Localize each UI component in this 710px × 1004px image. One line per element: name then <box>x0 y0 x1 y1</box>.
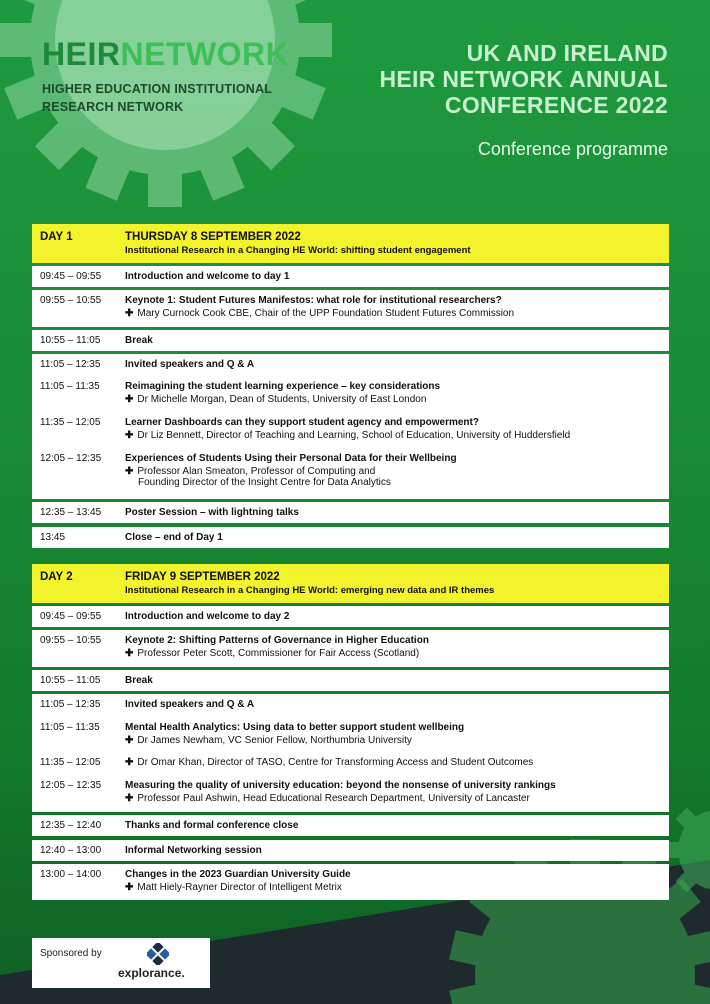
row-time: 09:55 – 10:55 <box>40 295 102 306</box>
day1-row-keynote <box>32 290 669 327</box>
talk-content <box>125 453 663 488</box>
row-content <box>125 635 663 659</box>
logo-sub-line2: RESEARCH NETWORK <box>42 100 184 114</box>
row-title: Invited speakers and Q & A <box>125 359 255 370</box>
speaker-line <box>125 394 663 405</box>
talk-content <box>125 780 663 804</box>
day1-row-poster <box>32 502 669 523</box>
day2-label: DAY 2 <box>40 571 73 583</box>
day2-row-guardian <box>32 864 669 900</box>
sponsor-box <box>32 938 210 988</box>
row-title: Keynote 2: Shifting Patterns of Governance in Higher Education <box>125 635 429 646</box>
speaker: Professor Paul Ashwin, Head Educational Research Department, University of Lancaster <box>137 793 530 804</box>
speaker: Dr Omar Khan, Director of TASO, Centre for Transforming Access and Student Outcomes <box>137 757 534 768</box>
row-title: Introduction and welcome to day 2 <box>125 611 290 622</box>
day1-date: THURSDAY 8 SEPTEMBER 2022 <box>125 231 301 243</box>
day2-row-keynote <box>32 630 669 667</box>
talk-content <box>125 417 663 441</box>
speaker-line <box>125 308 663 319</box>
plus-icon: ✚ <box>125 793 134 804</box>
gear-tooth <box>0 23 34 57</box>
speaker: Dr Liz Bennett, Director of Teaching and Learning, School of Education, University of Huddersfield <box>137 430 571 441</box>
talk-time: 11:05 – 11:35 <box>40 381 100 392</box>
row-time: 13:45 <box>40 532 66 543</box>
row-time: 13:00 – 14:00 <box>40 869 102 880</box>
speaker-line <box>125 882 663 893</box>
day2-row-intro <box>32 606 669 627</box>
talk-title: Experiences of Students Using their Personal Data for their Wellbeing <box>125 453 457 464</box>
talk-time: 11:05 – 11:35 <box>40 722 100 733</box>
logo-sub-line1: HIGHER EDUCATION INSTITUTIONAL <box>42 82 273 96</box>
day1-header <box>32 224 669 263</box>
speaker-line <box>125 430 663 441</box>
speaker-line <box>125 735 663 746</box>
sponsor-name: explorance. <box>118 966 185 980</box>
speaker: Matt Hiely-Rayner Director of Intelligent Metrix <box>137 882 342 893</box>
row-title: Thanks and formal conference close <box>125 820 299 831</box>
logo-wordmark <box>42 38 289 70</box>
row-time: 12:35 – 13:45 <box>40 507 102 518</box>
talk-time: 12:05 – 12:35 <box>40 780 102 791</box>
speaker-line <box>125 757 663 768</box>
talk-content <box>125 722 663 746</box>
plus-icon: ✚ <box>125 430 134 441</box>
day1-heading <box>125 231 663 256</box>
row-time: 09:45 – 09:55 <box>40 611 102 622</box>
speaker: Dr Michelle Morgan, Dean of Students, University of East London <box>137 394 427 405</box>
talk-title: Reimagining the student learning experience – key considerations <box>125 381 441 392</box>
logo-network: NETWORK <box>120 36 290 72</box>
plus-icon: ✚ <box>125 882 134 893</box>
heir-network-logo <box>42 38 289 116</box>
talk-content <box>125 381 663 405</box>
day2-row-close <box>32 815 669 836</box>
row-title: Break <box>125 675 153 686</box>
gear-tooth <box>148 171 182 207</box>
plus-icon: ✚ <box>125 757 134 768</box>
row-time: 12:40 – 13:00 <box>40 845 102 856</box>
row-title: Close – end of Day 1 <box>125 532 223 543</box>
speaker: Professor Alan Smeaton, Professor of Computing and <box>137 466 376 477</box>
day2-row-break <box>32 670 669 691</box>
day1-label: DAY 1 <box>40 231 73 243</box>
plus-icon: ✚ <box>125 394 134 405</box>
day1-row-break <box>32 330 669 351</box>
speaker: Mary Curnock Cook CBE, Chair of the UPP Foundation Student Futures Commission <box>137 308 515 319</box>
row-time: 10:55 – 11:05 <box>40 675 101 686</box>
day2-row-invited <box>32 694 669 812</box>
gear-tooth <box>296 23 332 57</box>
day1-row-close <box>32 527 669 548</box>
row-time: 11:05 – 12:35 <box>40 699 101 710</box>
row-time: 09:55 – 10:55 <box>40 635 102 646</box>
talk-time: 12:05 – 12:35 <box>40 453 102 464</box>
row-title: Break <box>125 335 153 346</box>
day2-heading <box>125 571 663 596</box>
day1-row-intro <box>32 266 669 287</box>
talk-content <box>125 757 663 768</box>
day2-header <box>32 564 669 603</box>
speaker-line <box>125 793 663 804</box>
row-title: Keynote 1: Student Futures Manifestos: what role for institutional researchers? <box>125 295 502 306</box>
talk-title: Mental Health Analytics: Using data to better support student wellbeing <box>125 722 465 733</box>
logo-heir: HEIR <box>42 36 121 72</box>
speaker: Professor Peter Scott, Commissioner for Fair Access (Scotland) <box>137 648 420 659</box>
day2-row-networking <box>32 840 669 861</box>
plus-icon: ✚ <box>125 735 134 746</box>
day1-row-invited <box>32 354 669 499</box>
row-title: Changes in the 2023 Guardian University Guide <box>125 869 351 880</box>
row-content <box>125 295 663 319</box>
conference-subtitle: Conference programme <box>477 139 668 159</box>
plus-icon: ✚ <box>125 648 134 659</box>
day1-theme: Institutional Research in a Changing HE World: shifting student engagement <box>125 245 471 256</box>
talk-time: 11:35 – 12:05 <box>40 757 101 768</box>
day2-theme: Institutional Research in a Changing HE World: emerging new data and IR themes <box>125 585 495 596</box>
row-content <box>125 869 663 893</box>
row-time: 12:35 – 12:40 <box>40 820 102 831</box>
day2-date: FRIDAY 9 SEPTEMBER 2022 <box>125 571 280 583</box>
explorance-logo-icon <box>147 943 169 965</box>
row-time: 10:55 – 11:05 <box>40 335 101 346</box>
speaker-line <box>125 466 663 477</box>
row-title: Poster Session – with lightning talks <box>125 507 299 518</box>
sponsor-label: Sponsored by <box>40 948 102 959</box>
row-title: Introduction and welcome to day 1 <box>125 271 290 282</box>
talk-title: Learner Dashboards can they support student agency and empowerment? <box>125 417 479 428</box>
talk-title: Measuring the quality of university education: beyond the nonsense of university rankings <box>125 780 556 791</box>
row-time: 09:45 – 09:55 <box>40 271 102 282</box>
speaker: Dr James Newham, VC Senior Fellow, Northumbria University <box>137 735 412 746</box>
title-line2: HEIR NETWORK ANNUAL <box>379 66 668 92</box>
speaker-line-2: Founding Director of the Insight Centre for Data Analytics <box>138 477 391 488</box>
plus-icon: ✚ <box>125 466 134 477</box>
logo-subtitle <box>42 80 289 116</box>
row-time: 11:05 – 12:35 <box>40 359 101 370</box>
speaker-line <box>125 648 663 659</box>
conference-title <box>380 40 669 118</box>
talk-time: 11:35 – 12:05 <box>40 417 101 428</box>
row-title: Invited speakers and Q & A <box>125 699 255 710</box>
plus-icon: ✚ <box>125 308 134 319</box>
title-line1: UK AND IRELAND <box>466 40 668 66</box>
row-title: Informal Networking session <box>125 845 262 856</box>
title-line3: CONFERENCE 2022 <box>444 92 668 118</box>
